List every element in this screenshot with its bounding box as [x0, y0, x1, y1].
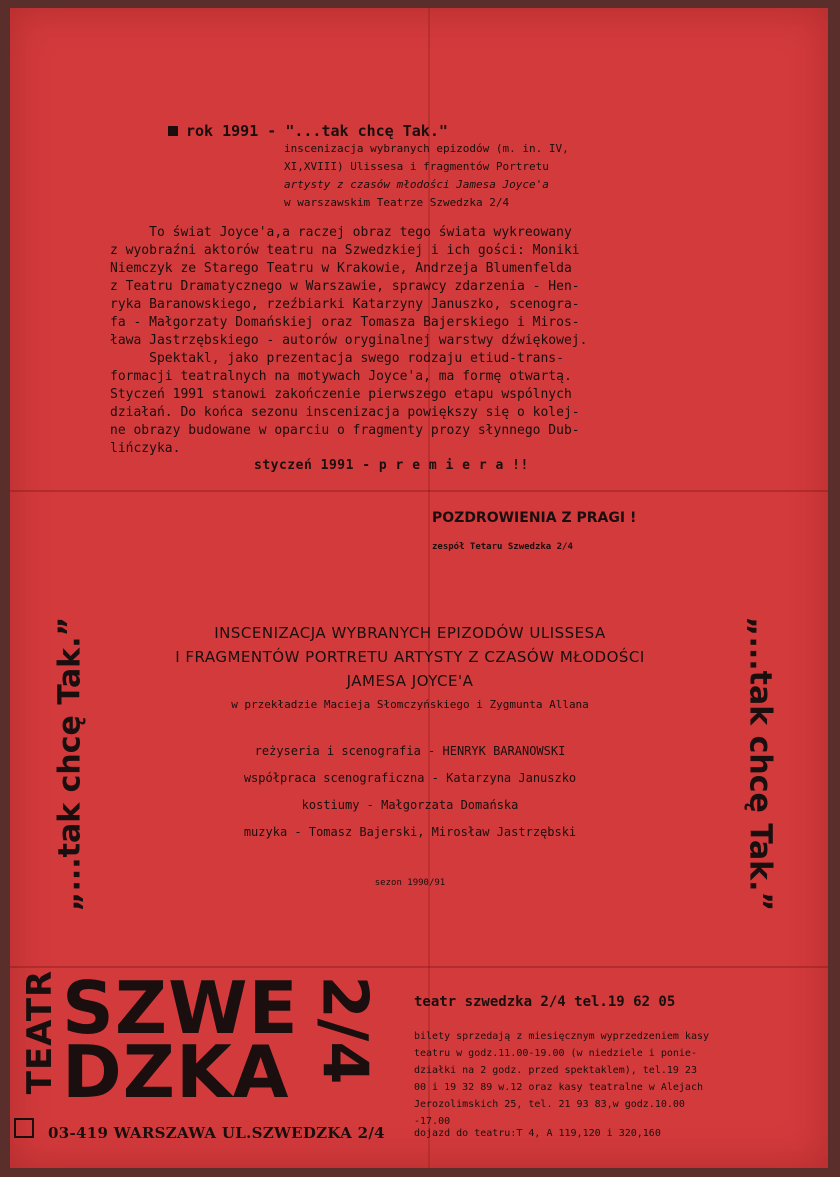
production-title-line: INSCENIZACJA WYBRANYCH EPIZODÓW ULISSESA: [214, 624, 606, 642]
team-signature: zespół Tetaru Szwedzka 2/4: [432, 542, 573, 552]
premiere-line: styczeń 1991 - p r e m i e r a !!: [254, 458, 529, 473]
greeting: POZDROWIENIA Z PRAGI !: [432, 510, 637, 526]
vertical-title-left: „...tak chcę Tak.”: [52, 616, 88, 912]
logo-number: 2/4: [308, 975, 382, 1085]
theatre-phone-heading: teatr szwedzka 2/4 tel.19 62 05: [414, 994, 676, 1010]
intro-sub-line: artysty z czasów młodości Jamesa Joyce'a: [284, 178, 549, 191]
intro-sub-line: w warszawskim Teatrze Szwedzka 2/4: [284, 196, 510, 209]
logo-line-2: DZKA: [62, 1030, 290, 1114]
production-title-line: I FRAGMENTÓW PORTRETU ARTYSTY Z CZASÓW MŁODOŚCI: [175, 648, 645, 666]
season: sezon 1990/91: [374, 878, 446, 888]
logo-teatr: TEATR: [20, 969, 60, 1095]
credit-line: muzyka - Tomasz Bajerski, Mirosław Jastrzębski: [243, 825, 577, 839]
paragraph-performance: Spektakl, jako prezentacja swego rodzaju etiud-trans- formacji teatralnych na motywach Joyce'a, ma formę otwartą. Styczeń 1991 stanowi zakończenie pierwszego etapu wspólnych działań. Do końca sezonu inscenizacja powiększy się o kolej- ne obrazy budowane w oparciu o fragmenty prozy słynnego Dub- lińczyka.: [110, 351, 580, 456]
intro-headline: rok 1991 - "...tak chcę Tak.": [168, 122, 448, 140]
vertical-title-right: „...tak chcę Tak.”: [742, 616, 778, 912]
credit-line: kostiumy - Małgorzata Domańska: [301, 798, 519, 812]
ticket-info: bilety sprzedają z miesięcznym wyprzedzeniem kasy teatru w godz.11.00-19.00 (w niedziele i ponie- działki na 2 godz. przed spektaklem), tel.19 23 00 i 19 32 89 w.12 oraz kasy teatralne w Alejach Jerozolimskich 25, tel. 21 93 83,w godz.10.00 -17.00: [414, 1031, 710, 1127]
logo-mark-icon: [14, 1118, 34, 1138]
translation-credit: w przekładzie Macieja Słomczyńskiego i Zygmunta Allana: [231, 698, 589, 711]
credit-line: reżyseria i scenografia - HENRYK BARANOWSKI: [254, 744, 566, 758]
fold-line: [10, 490, 828, 492]
intro-sub-line: XI,XVIII) Ulissesa i fragmentów Portretu: [284, 160, 549, 173]
logo-address: 03-419 WARSZAWA UL.SZWEDZKA 2/4: [48, 1124, 385, 1142]
bullet-icon: [168, 126, 178, 136]
transport-info: dojazd do teatru:T 4, A 119,120 i 320,160: [414, 1128, 661, 1139]
production-title-line: JAMESA JOYCE'A: [346, 672, 474, 690]
paragraph-cast: To świat Joyce'a,a raczej obraz tego świata wykreowany z wyobraźni aktorów teatru na Szwedzkiej i ich gości: Moniki Niemczyk ze Starego Teatru w Krakowie, Andrzeja Blumenfelda z Teatru Dramatycznego w Warszawie, sprawcy zdarzenia - Hen- ryka Baranowskiego, rzeźbiarki Katarzyny Januszko, scenogra- fa - Małgorzaty Domańskiej oraz Tomasza Bajerskiego i Miros- ława Jastrzębskiego - autorów oryginalnej warstwy dźwiękowej.: [110, 225, 588, 348]
logo-line-1: SZWE: [62, 966, 299, 1050]
intro-sub-line: inscenizacja wybranych epizodów (m. in. IV,: [284, 142, 569, 155]
credit-line: współpraca scenograficzna - Katarzyna Januszko: [243, 771, 577, 785]
